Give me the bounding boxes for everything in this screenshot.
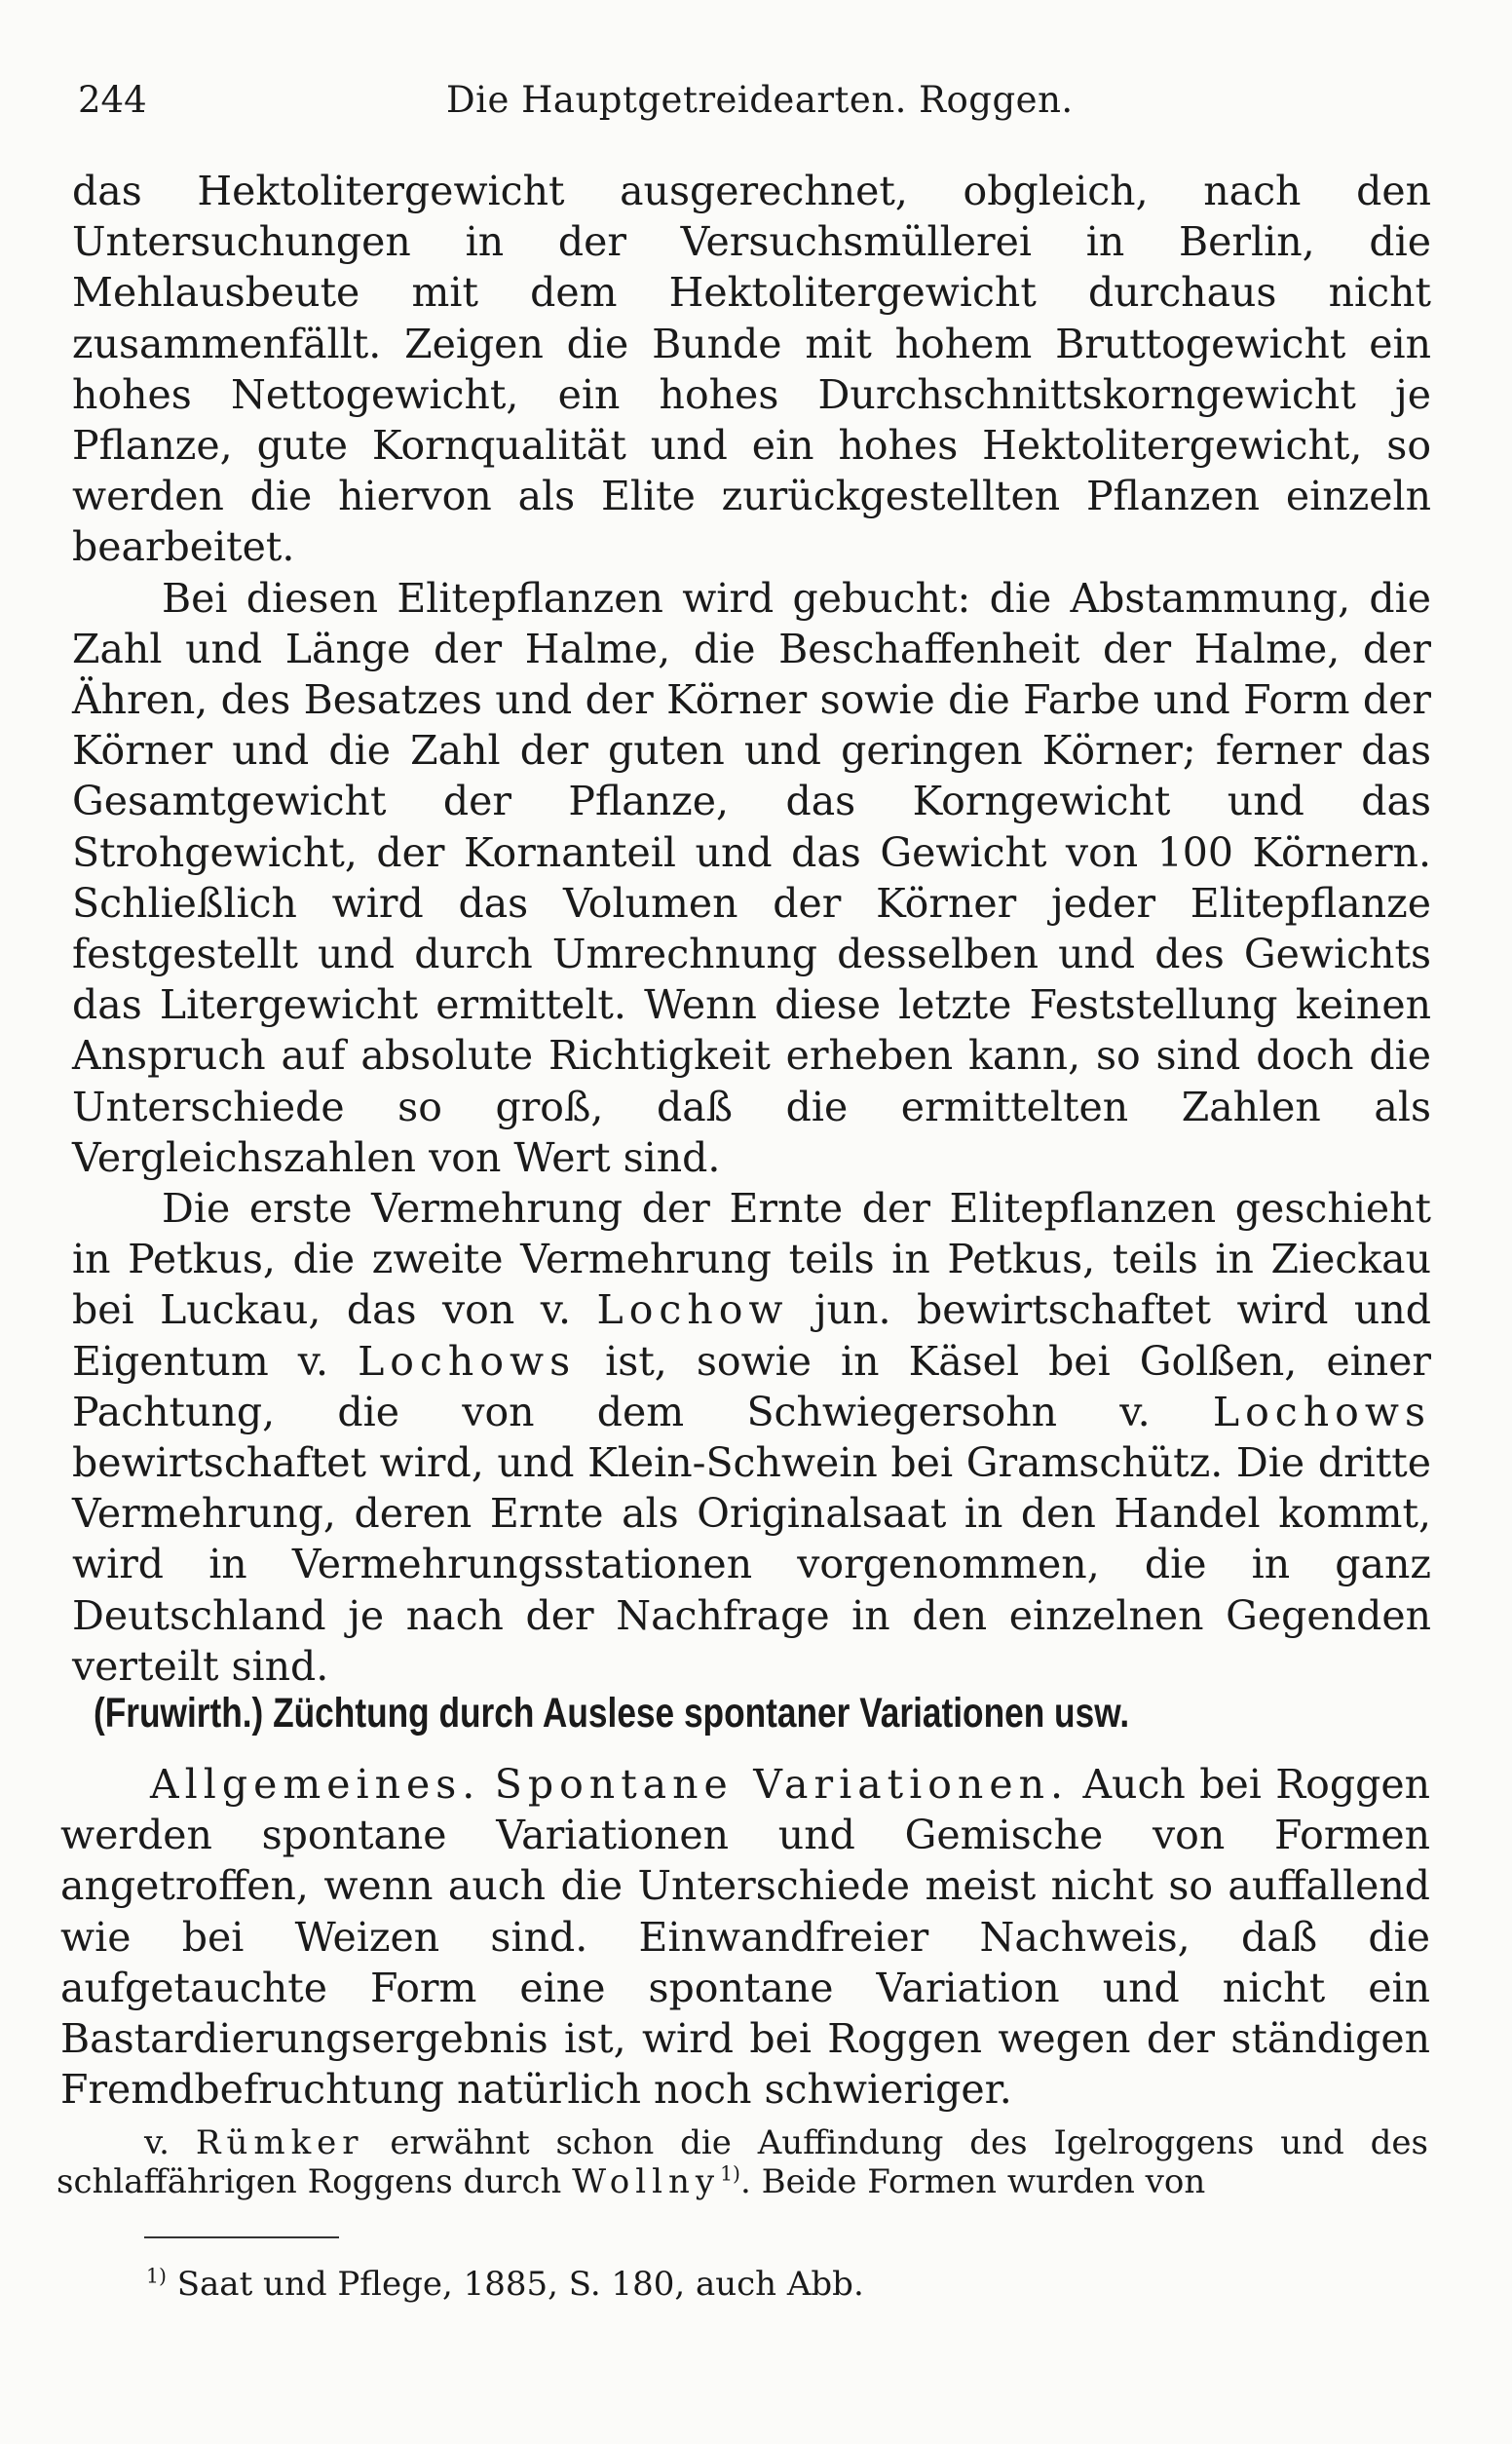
person-name: Rümker <box>195 2123 364 2162</box>
paragraph: das Hektolitergewicht ausgerechnet, obgleich, nach den Untersuchungen in der Versuchsmüllerei in Berlin, die Mehlausbeute mit dem Hektolitergewicht durchaus nicht zusammenfällt. Zeigen die Bunde mit hohem Bruttogewicht ein hohes Nettogewicht, ein hohes Durchschnittskorngewicht je Pflanze, gute Kornqualität und ein hohes Hektolitergewicht, so werden die hiervon als Elite zurückgestellten Pflanzen einzeln bearbeitet. <box>72 168 1431 571</box>
running-head: Die Hauptgetreidearten. Roggen. <box>446 79 1074 121</box>
page-header <box>78 76 1432 125</box>
paragraph: Bei diesen Elitepflanzen wird gebucht: die Abstammung, die Zahl und Länge der Halme, die Beschaffenheit der Halme, der Ähren, des Besatzes und der Körner sowie die Farbe und Form der Körner und die Zahl der guten und geringen Körner; ferner das Gesamtgewicht der Pflanze, das Korngewicht und das Strohgewicht, der Kornanteil und das Gewicht von 100 Körnern. Schließlich wird das Volumen der Körner jeder Elitepflanze festgestellt und durch Umrechnung desselben und des Gewichts das Litergewicht ermittelt. Wenn diese letzte Feststellung keinen Anspruch auf absolute Richtigkeit erheben kann, so sind doch die Unterschiede so groß, daß die ermittelten Zahlen als Vergleichszahlen von Wert sind. <box>72 574 1431 1181</box>
paragraph <box>60 1759 1430 2115</box>
footnote-divider <box>144 2236 339 2238</box>
text-run: Auch bei Roggen werden spontane Variationen und Gemische von Formen angetroffen, wenn auch die Unterschiede meist nicht so auffallend wie bei Weizen sind. Einwandfreier Nachweis, daß die aufgetauchte Form eine spontane Variation und nicht ein Bastardierungsergebnis ist, wird bei Roggen wegen der ständigen Fremdbefruchtung natürlich noch schwieriger. <box>60 1761 1430 2114</box>
person-name: Lochows <box>1212 1388 1431 1435</box>
footnote-text: Saat und Pflege, 1885, S. 180, auch Abb. <box>166 2265 864 2304</box>
person-name: Lochow <box>596 1286 789 1334</box>
page-number: 244 <box>78 79 147 121</box>
text-run: v. <box>144 2123 196 2162</box>
text-run: . Beide Formen wurden von <box>740 2162 1206 2201</box>
lead-word: Spontane Variationen. <box>494 1761 1070 1808</box>
person-name: Wollny <box>572 2162 721 2201</box>
footnote <box>146 2263 864 2306</box>
text-run: Die erste Vermehrung der Ernte der Elitepflanzen geschieht in Petkus, die zweite Vermehrung teils in Petkus, teils in Zieckau bei Luckau, das von v. <box>72 1185 1431 1334</box>
section-heading: (Fruwirth.) Züchtung durch Auslese spontaner Variationen usw. <box>94 1690 1130 1737</box>
small-print-text <box>57 2123 1428 2201</box>
paragraph <box>72 1183 1431 1692</box>
text-run: ist, sowie in Käsel bei Golßen, einer Pachtung, die von dem Schwiegersohn v. <box>72 1337 1431 1435</box>
text-run: erwähnt schon die Auffindung des Igelroggens und des schlaffährigen Roggens durch <box>57 2123 1428 2201</box>
section-text <box>60 1759 1430 2115</box>
text-run: jun. bewirtschaftet wird und Eigentum v. <box>72 1286 1431 1385</box>
footnote-marker: 1) <box>720 2161 741 2186</box>
body-text <box>72 166 1431 1692</box>
text-run: bewirtschaftet wird, und Klein-Schwein bei Gramschütz. Die dritte Vermehrung, deren Ernte als Originalsaat in den Handel kommt, wird in Vermehrungsstationen vorgenommen, die in ganz Deutschland je nach der Nachfrage in den einzelnen Gegenden verteilt sind. <box>72 1439 1431 1690</box>
person-name: Lochows <box>358 1337 577 1385</box>
paragraph <box>57 2123 1428 2201</box>
footnote-marker: 1) <box>146 2264 167 2288</box>
lead-word: Allgemeines. <box>150 1761 481 1808</box>
